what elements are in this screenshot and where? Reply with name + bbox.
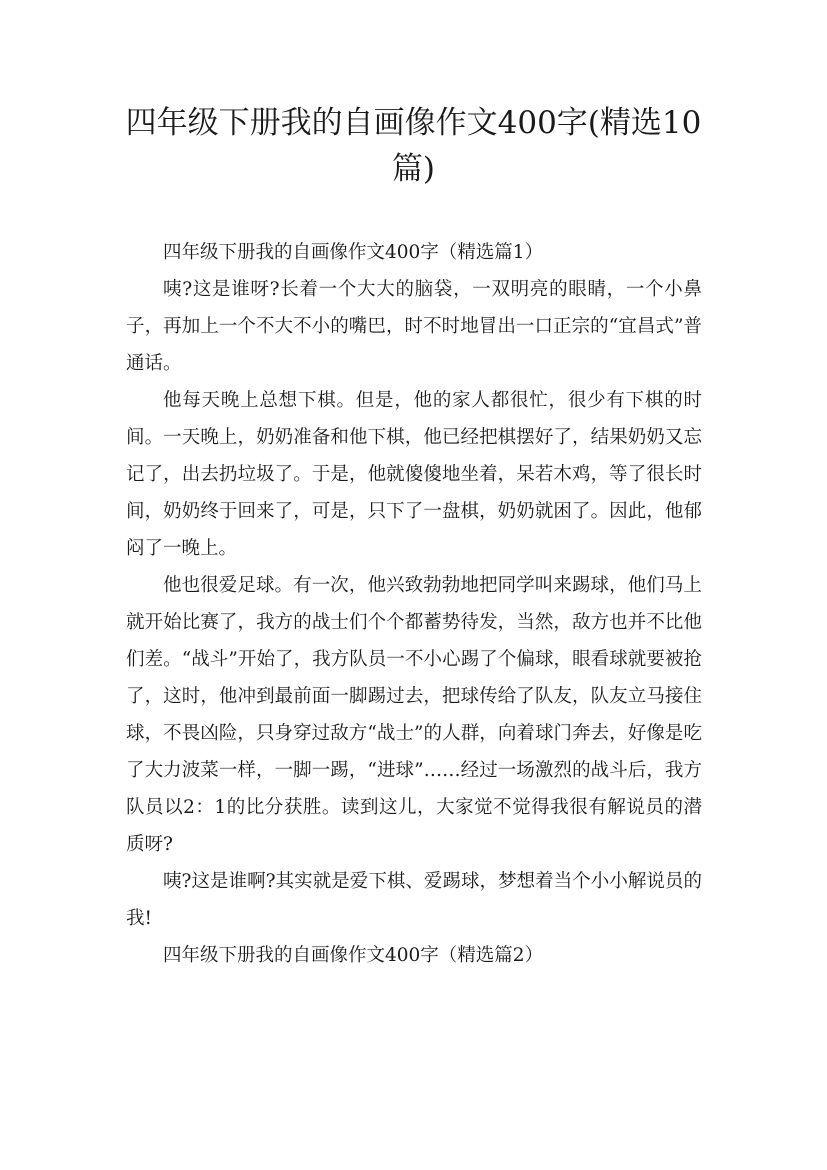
paragraph: 咦?这是谁呀?长着一个大大的脑袋，一双明亮的眼睛，一个小鼻子，再加上一个不大不小的嘴巴，时不时地冒出一口正宗的“宜昌式”普通话。 [126, 279, 702, 374]
section-heading-2: 四年级下册我的自画像作文400字（精选篇2） [163, 945, 544, 966]
paragraph: 咦?这是谁啊?其实就是爱下棋、爱踢球，梦想着当个小小解说员的我! [126, 871, 702, 929]
document-title: 四年级下册我的自画像作文400字(精选10篇) [125, 105, 702, 187]
paragraph: 他每天晚上总想下棋。但是，他的家人都很忙，很少有下棋的时间。一天晚上，奶奶准备和他下棋，他已经把棋摆好了，结果奶奶又忘记了，出去扔垃圾了。于是，他就傻傻地坐着，呆若木鸡，等了很长时间，奶奶终于回来了，可是，只下了一盘棋，奶奶就困了。因此，他郁闷了一晚上。 [126, 390, 702, 559]
paragraph: 他也很爱足球。有一次，他兴致勃勃地把同学叫来踢球，他们马上就开始比赛了，我方的战士们个个都蓄势待发，当然，敌方也并不比他们差。“战斗”开始了，我方队员一不小心踢了个偏球，眼看球就要被抢了，这时，他冲到最前面一脚踢过去，把球传给了队友，队友立马接住球，不畏凶险，只身穿过敌方“战士”的人群，向着球门奔去，好像是吃了大力波菜一样，一脚一踢，“进球”……经过一场激烈的战斗后，我方队员以2：1的比分获胜。读到这儿，大家觉不觉得我很有解说员的潜质呀? [126, 575, 702, 855]
section-heading-1: 四年级下册我的自画像作文400字（精选篇1） [163, 242, 544, 263]
document-body [126, 234, 702, 974]
